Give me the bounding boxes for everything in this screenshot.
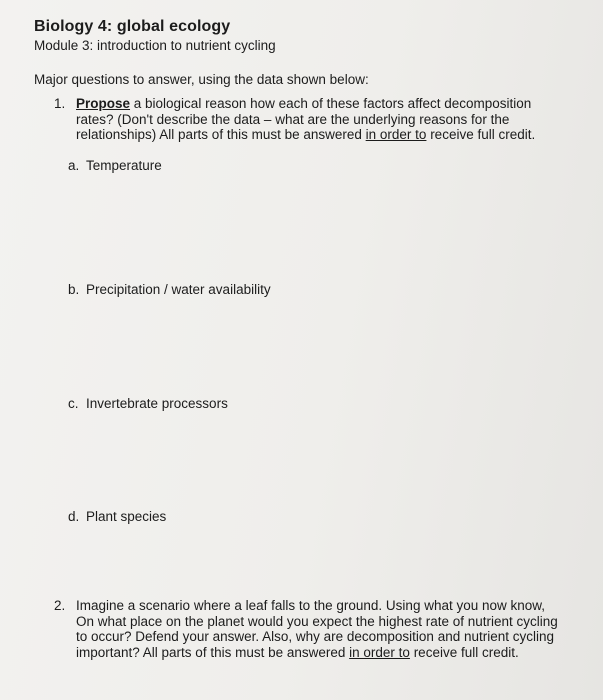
question-2-line-2: On what place on the planet would you expect the highest rate of nutrient cycling bbox=[76, 613, 558, 629]
question-2-underlined: in order to bbox=[349, 644, 410, 660]
question-1 bbox=[54, 96, 579, 143]
question-2-line-4-post: receive full credit. bbox=[409, 644, 519, 660]
question-1-line-2: rates? (Don't describe the data – what are the underlying reasons for the bbox=[76, 111, 510, 127]
question-2 bbox=[54, 598, 579, 660]
question-2-line-4-pre: important? All parts of this must be answered bbox=[76, 644, 350, 660]
question-1-line-1 bbox=[76, 96, 579, 112]
page-subtitle: Module 3: introduction to nutrient cycling bbox=[34, 38, 276, 53]
question-1-line-3 bbox=[76, 127, 579, 143]
part-c-text: Invertebrate processors bbox=[86, 396, 228, 411]
question-1-number: 1. bbox=[54, 96, 66, 111]
question-2-line-3: to occur? Defend your answer. Also, why are decomposition and nutrient cycling bbox=[76, 629, 555, 644]
part-b-letter: b. bbox=[68, 282, 80, 297]
intro-text: Major questions to answer, using the data shown below: bbox=[34, 72, 369, 87]
question-2-text bbox=[76, 598, 579, 660]
part-c-letter: c. bbox=[68, 396, 79, 411]
part-a-letter: a. bbox=[68, 158, 80, 173]
question-2-number: 2. bbox=[54, 598, 66, 613]
question-2-line-4 bbox=[76, 645, 579, 661]
part-a-text: Temperature bbox=[86, 158, 162, 173]
part-d bbox=[68, 509, 166, 524]
page-title: Biology 4: global ecology bbox=[34, 18, 231, 35]
question-2-line-1: Imagine a scenario where a leaf falls to the ground. Using what you now know, bbox=[76, 598, 546, 613]
question-1-underlined: in order to bbox=[365, 127, 427, 142]
question-1-line-3-pre: relationships) All parts of this must be answered bbox=[76, 127, 366, 142]
question-1-text bbox=[76, 96, 579, 143]
question-1-line-1-rest: a biological reason how each of these factors affect decomposition bbox=[130, 96, 532, 111]
part-c bbox=[68, 396, 228, 411]
question-1-line-3-post: receive full credit. bbox=[426, 127, 536, 142]
part-d-text: Plant species bbox=[86, 509, 167, 524]
question-1-verb: Propose bbox=[76, 96, 131, 111]
part-b bbox=[68, 282, 271, 297]
part-a bbox=[68, 158, 162, 173]
part-d-letter: d. bbox=[68, 509, 80, 524]
part-b-text: Precipitation / water availability bbox=[86, 282, 271, 297]
